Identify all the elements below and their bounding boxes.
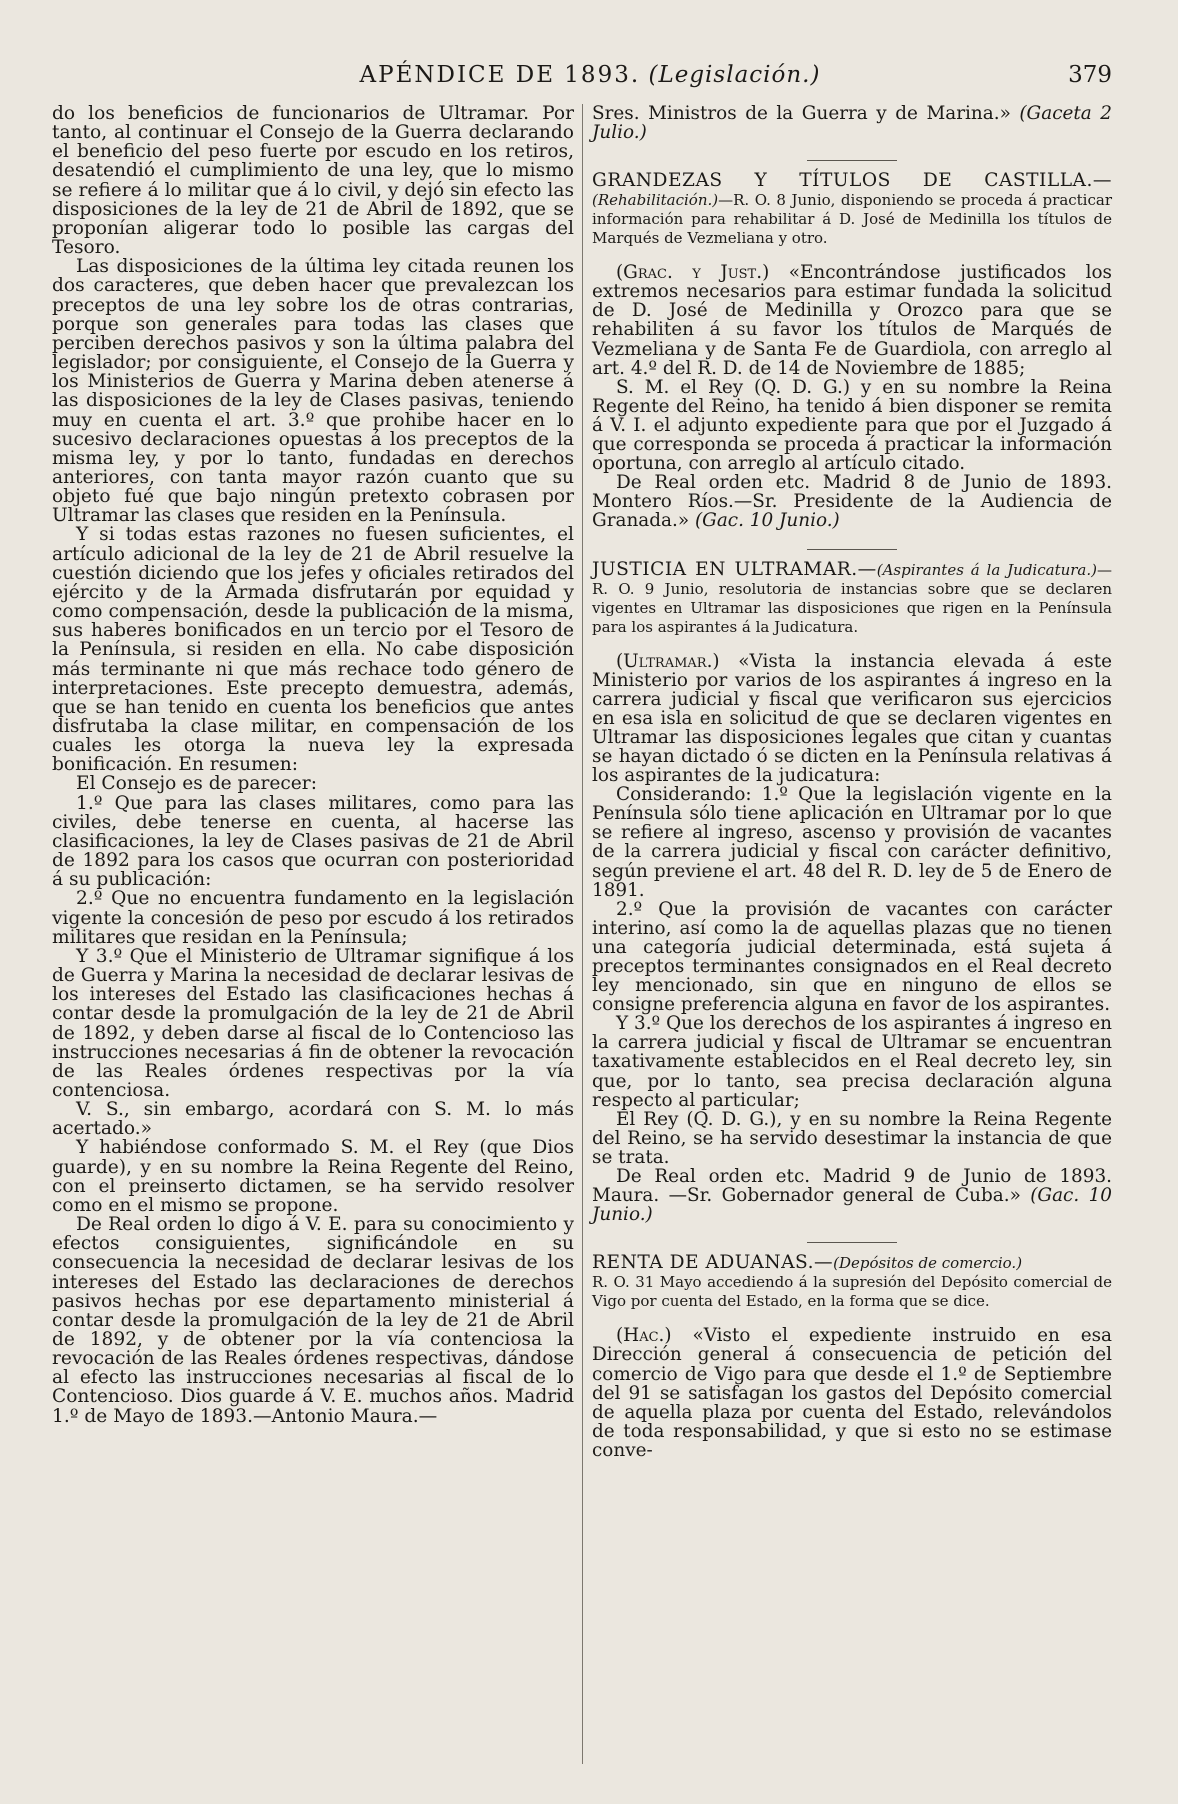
gazette-citation: (Gaceta 2 Julio.) [592,103,1112,144]
section-separator [807,160,897,161]
paragraph: Las disposiciones de la última ley citada reunen los dos caracteres, que deben hacer que prevalezcan los preceptos de una ley sobre los de otras contrarias, porque son generales para todas las clases que perciben derechos pasivos y son la última palabra del legislador; por consiguiente, el Consejo de la Guerra y los Ministerios de Guerra y Marina deben atenerse á las disposiciones de la ley de Clases pasivas, teniendo muy en cuenta el art. 3.º que prohibe hacer en lo sucesivo declaraciones opuestas á los preceptos de la misma ley, y por lo tanto, fundadas en derechos anteriores, con tanta mayor razón cuanto que su objeto fué que bajo ningún pretexto cobrasen por Ultramar las clases que residen en la Península. [52,256,574,527]
ministry-tag: (Ultramar.) [616,650,720,672]
ministry-tag: (Hac.) [616,1325,672,1347]
gazette-citation: (Gac. 10 Junio.) [694,510,840,532]
section-heading [592,1253,1112,1310]
section-title: RENTA DE ADUANAS.— [592,1252,834,1274]
section-heading [592,171,1112,247]
paragraph: 2.º Que no encuentra fundamento en la legislación vigente la concesión de peso por escudo á los retirados militares que residan en la Península; [52,888,574,948]
spacer [592,1310,1112,1326]
section-subtitle: (Depósitos de comercio.) [833,1254,1023,1273]
paragraph [592,652,1112,786]
paragraph: Y 3.º Que el Ministerio de Ultramar signifique á los de Guerra y Marina la necesidad de declarar lesivas de los intereses del Estado las clasificaciones hechas á contar desde la promulgación de la ley de 21 de Abril de 1892, y deben darse al fiscal de lo Contencioso las instrucciones necesarias á fin de obtener la revocación de las Reales órdenes respectivas por la vía contenciosa. [52,945,574,1101]
page-number: 379 [1068,62,1112,88]
section-subtitle: (Rehabilitación.) [592,191,719,210]
section-title: GRANDEZAS Y TÍTULOS DE CASTILLA.— [592,170,1112,192]
paragraph [592,104,1112,142]
section-separator [807,1242,897,1243]
right-column [592,104,1112,1460]
paragraph: Y 3.º Que los derechos de los aspirantes á ingreso en la carrera judicial y fiscal de Ultramar se encuentran taxativamente establecidos en el Real decreto ley, sin que, por lo tanto, sea precisa declaración alguna respecto al particular; [592,1013,1112,1111]
paragraph [592,1167,1112,1224]
paragraph: Y habiéndose conformado S. M. el Rey (que Dios guarde), y en su nombre la Reina Regente del Reino, con el preinserto dictamen, se ha servido resolver como en el mismo se propone. [52,1137,574,1216]
section-summary: —R. O. 9 Junio, resolutoria de instancias sobre que se declaren vigentes en Ultramar las disposiciones que rigen en la Península para los aspirantes á la Judicatura. [592,560,1112,636]
paragraph [592,473,1112,530]
paragraph: V. S., sin embargo, acordará con S. M. lo más acertado.» [52,1099,574,1140]
paragraph: Considerando: 1.º Que la legislación vigente en la Península sólo tiene aplicación en Ultramar por lo que se refiere al ingreso, ascenso y provisión de vacantes de la carrera judicial y fiscal con carácter definitivo, según previene el art. 48 del R. D. ley de 5 de Enero de 1891. [592,784,1112,901]
paragraph [592,1326,1112,1460]
paragraph-text: Sres. Ministros de la Guerra y de Marina.» [592,103,1011,124]
paragraph: 1.º Que para las clases militares, como para las civiles, debe tenerse en cuenta, al hacerse las clasificaciones, la ley de Clases pasivas de 21 de Abril de 1892 para los casos que ocurran con posterioridad á su publicación: [52,792,574,891]
section-subtitle: (Aspirantes á la Judicatura.) [876,560,1097,579]
running-title-section: (Legislación.) [648,62,821,88]
running-header [60,62,1120,96]
ministry-tag: (Grac. y Just.) [616,262,770,284]
section-summary: —R. O. 8 Junio, disponiendo se proceda á practicar información para rehabilitar á D. José de Medinilla los títulos de Marqués de Vezmeliana y otro. [592,191,1112,248]
section-summary: R. O. 31 Mayo accediendo á la supresión del Depósito comercial de Vigo por cuenta del Estado, en la forma que se dice. [592,1273,1112,1311]
paragraph [592,263,1112,378]
left-column [52,104,574,1426]
section-separator [807,549,897,550]
paragraph-text: De Real orden etc. Madrid 8 de Junio de 1893. Montero Ríos.—Sr. Presidente de la Audiencia de Granada.» [592,472,1112,532]
paragraph: S. M. el Rey (Q. D. G.) y en su nombre la Reina Regente del Reino, ha tenido á bien disponer se remita á V. I. el adjunto expediente para que por el Juzgado á que corresponda se proceda á practicar la información oportuna, con arreglo al artículo citado. [592,376,1112,475]
gazette-citation: (Gac. 10 Junio.) [592,1185,1112,1226]
paragraph: De Real orden lo digo á V. E. para su conocimiento y efectos consiguientes, significándole en su consecuencia la necesidad de declarar lesivas de los intereses del Estado las declaraciones de derechos pasivos hechas por ese departamento ministerial á contar desde la promulgación de la ley de 21 de Abril de 1892, y de obtener por la vía contenciosa la revocación de las Reales órdenes respectivas, dándose al efecto las instrucciones necesarias al fiscal de lo Contencioso. Dios guarde á V. E. muchos años. Madrid 1.º de Mayo de 1893.—Antonio Maura.— [52,1214,574,1427]
running-title-prefix: APÉNDICE DE 1893. [359,62,641,88]
paragraph-text: «Encontrándose justificados los extremos necesarios para estimar fundada la solicitud de D. José de Medinilla y Orozco para que se rehabiliten á su favor los títulos de Marqués de Vezmeliana y de Santa Fe de Guardiola, con arreglo al art. 4.º del R. D. de 14 de Noviembre de 1885; [592,262,1112,379]
paragraph-text: «Visto el expediente instruido en esa Dirección general á consecuencia de petición del comercio de Vigo para que desde el 1.º de Septiembre del 91 se satisfagan los gastos del Depósito comercial de aquella plaza por cuenta del Estado, relevándolos de toda responsabilidad, y que si esto no se estimase conve- [592,1325,1112,1461]
paragraph: 2.º Que la provisión de vacantes con carácter interino, así como la de aquellas plazas que no tienen una categoría judicial determinada, está sujeta á preceptos terminantes consignados en el Real decreto ley mencionado, sin que en ninguno de ellos se consigne preferencia alguna en favor de los aspirantes. [592,898,1112,1016]
running-title [60,62,1120,88]
section-title: JUSTICIA EN ULTRAMAR.— [592,558,877,580]
paragraph-text: «Vista la instancia elevada á este Ministerio por varios de los aspirantes á ingreso en la carrera judicial y fiscal que verificaron sus ejercicios en esa isla en solicitud de que se declaren vigentes en Ultramar las disposiciones legales que citan y cuantas se hayan dictado ó se dicten en la Península relativas á los aspirantes de la judicatura: [592,650,1112,787]
paragraph: do los beneficios de funcionarios de Ultramar. Por tanto, al continuar el Consejo de la Guerra declarando el beneficio del peso fuerte por escudo en los retiros, desatendió el cumplimiento de una ley, que lo mismo se refiere á lo militar que á lo civil, y dejó sin efecto las disposiciones de la ley de 21 de Abril de 1892, que se proponían aligerar todo lo posible las cargas del Tesoro. [52,103,574,259]
paragraph: El Rey (Q. D. G.), y en su nombre la Reina Regente del Reino, se ha servido desestimar la instancia de que se trata. [592,1108,1112,1168]
paragraph-text: De Real orden etc. Madrid 9 de Junio de 1893. Maura. —Sr. Gobernador general de Cuba.» [592,1166,1112,1207]
section-heading [592,560,1112,636]
column-divider [582,104,583,1764]
spacer [592,247,1112,263]
paragraph: El Consejo es de parecer: [76,773,317,795]
paragraph: Y si todas estas razones no fuesen suficientes, el artículo adicional de la ley de 21 de Abril resuelve la cuestión diciendo que los jefes y oficiales retirados del ejército y de la Armada disfrutarán por equidad y como compensación, desde la publicación de la misma, sus haberes bonificados en un tercio por el Tesoro de la Península, si residen en ella. No cabe disposición más terminante ni que más rechace todo género de interpretaciones. Este precepto demuestra, además, que se han tenido en cuenta los beneficios que antes disfrutaba la clase militar, en compensación de los cuales les otorga la nueva ley la expresada bonificación. En resumen: [52,524,574,776]
spacer [592,636,1112,652]
